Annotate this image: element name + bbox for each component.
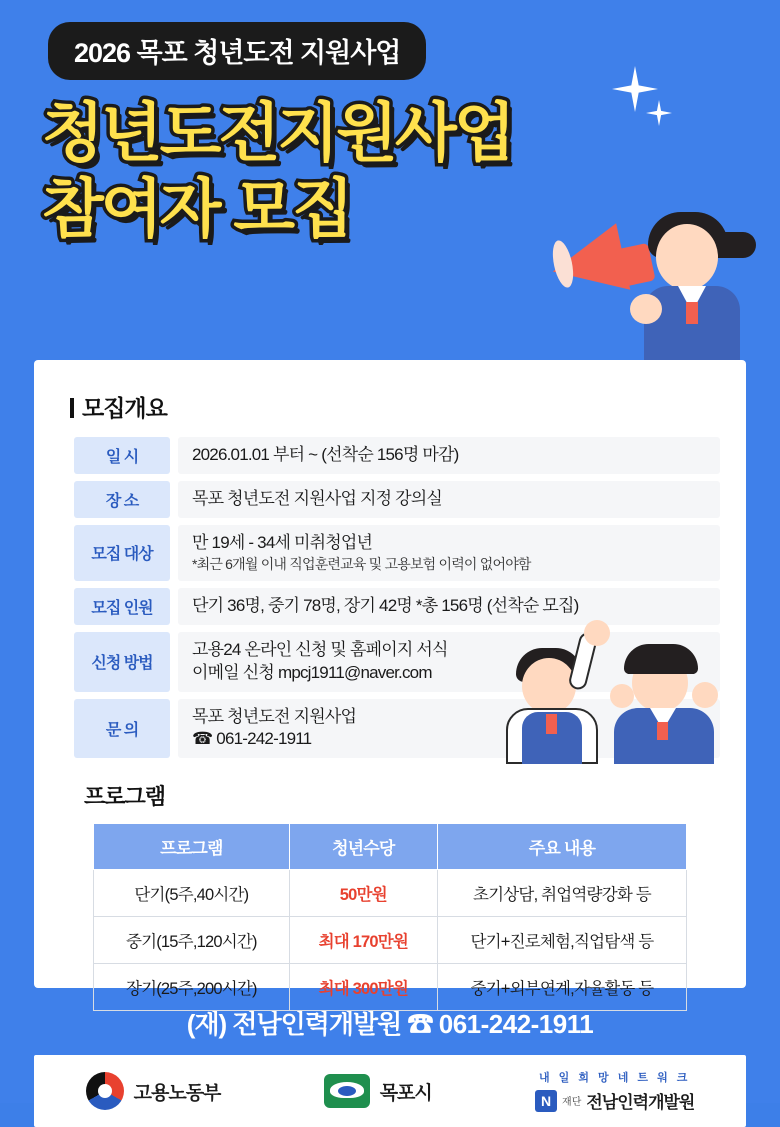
logo-bar xyxy=(34,1055,746,1127)
cell-content: 초기상담, 취업역량강화 등 xyxy=(437,870,686,917)
info-row xyxy=(60,588,720,625)
megaphone-person-illustration xyxy=(552,210,752,360)
table-row xyxy=(94,917,687,964)
header-ribbon: 2026 목포 청년도전 지원사업 xyxy=(48,22,426,80)
cell-program: 장기(25주,200시간) xyxy=(94,964,290,1011)
info-value-main: 2026.01.01 부터 ~ (선착순 156명 마감) xyxy=(192,445,459,464)
info-label: 문 의 xyxy=(74,699,170,759)
table-header-row xyxy=(94,824,687,870)
info-row xyxy=(60,481,720,518)
poster-header xyxy=(0,0,780,360)
title-line-1: 청년도전지원사업 xyxy=(42,97,513,169)
table-row xyxy=(94,964,687,1011)
cell-program: 단기(5주,40시간) xyxy=(94,870,290,917)
content-card xyxy=(34,360,746,999)
government-emblem-icon xyxy=(86,1072,124,1110)
jeonnam-row xyxy=(535,1088,694,1113)
info-value-main: 목포 청년도전 지원사업 지정 강의실 xyxy=(192,488,443,508)
jeonnam-badge-icon: N xyxy=(535,1090,557,1112)
info-value-main: 만 19세 - 34세 미취청업년 xyxy=(192,532,373,552)
info-label: 모집 대상 xyxy=(74,525,170,581)
title-line-2: 참여자 모집 xyxy=(42,172,351,245)
info-label: 장 소 xyxy=(74,481,170,518)
column-header-content: 주요 내용 xyxy=(437,824,686,870)
overview-heading xyxy=(70,390,720,423)
cell-program: 중기(15주,120시간) xyxy=(94,917,290,964)
info-value xyxy=(178,588,720,625)
cell-allowance: 최대 300만원 xyxy=(289,964,437,1011)
jeonnam-sub: 재단 xyxy=(562,1097,582,1108)
two-people-illustration xyxy=(506,632,732,762)
info-value xyxy=(178,525,720,581)
info-label: 모집 인원 xyxy=(74,588,170,625)
footer-org: (재) 전남인력개발원 xyxy=(186,1009,402,1039)
cell-content: 단기+진로체험,직업탐색 등 xyxy=(437,917,686,964)
info-label: 일 시 xyxy=(74,437,170,474)
info-value-main: 목포 청년도전 지원사업 xyxy=(192,706,357,726)
phone-icon: ☎ xyxy=(407,1009,433,1039)
program-heading: 프로그램 xyxy=(84,784,166,810)
program-table xyxy=(93,823,687,1011)
info-value xyxy=(178,437,720,474)
footer-phone: 061-242-1911 xyxy=(438,1009,594,1039)
table-row xyxy=(94,870,687,917)
column-header-allowance: 청년수당 xyxy=(289,824,437,870)
column-header-program: 프로그램 xyxy=(94,824,290,870)
cell-allowance: 50만원 xyxy=(289,870,437,917)
info-value xyxy=(178,481,720,518)
info-value-sub: ☎ 061-242-1911 xyxy=(192,729,312,749)
logo-jeonnam xyxy=(535,1069,694,1113)
info-row xyxy=(60,525,720,581)
logo-moel-label: 고용노동부 xyxy=(133,1082,221,1104)
info-label: 신청 방법 xyxy=(74,632,170,692)
heading-bar-icon xyxy=(70,398,74,418)
jeonnam-name: 전남인력개발원 xyxy=(586,1093,695,1112)
jeonnam-tagline: 내 일 희 망 네 트 워 크 xyxy=(538,1072,691,1084)
info-value-sub: *최근 6개월 이내 직업훈련교육 및 고용보험 이력이 없어야함 xyxy=(192,555,531,572)
logo-mokpo-label: 목포시 xyxy=(379,1082,432,1104)
cell-content: 중기+외부연계,자율활동 등 xyxy=(437,964,686,1011)
cell-allowance: 최대 170만원 xyxy=(289,917,437,964)
logo-moel xyxy=(86,1072,221,1110)
info-value-main: 고용24 온라인 신청 및 홈페이지 서식 xyxy=(192,639,448,659)
sparkle-icon xyxy=(602,62,672,132)
info-row xyxy=(60,437,720,474)
info-value-main: 단기 36명, 중기 78명, 장기 42명 *총 156명 (선착순 모집) xyxy=(192,595,579,615)
overview-heading-text: 모집개요 xyxy=(82,395,167,421)
info-value-sub: 이메일 신청 mpcj1911@naver.com xyxy=(192,662,432,682)
